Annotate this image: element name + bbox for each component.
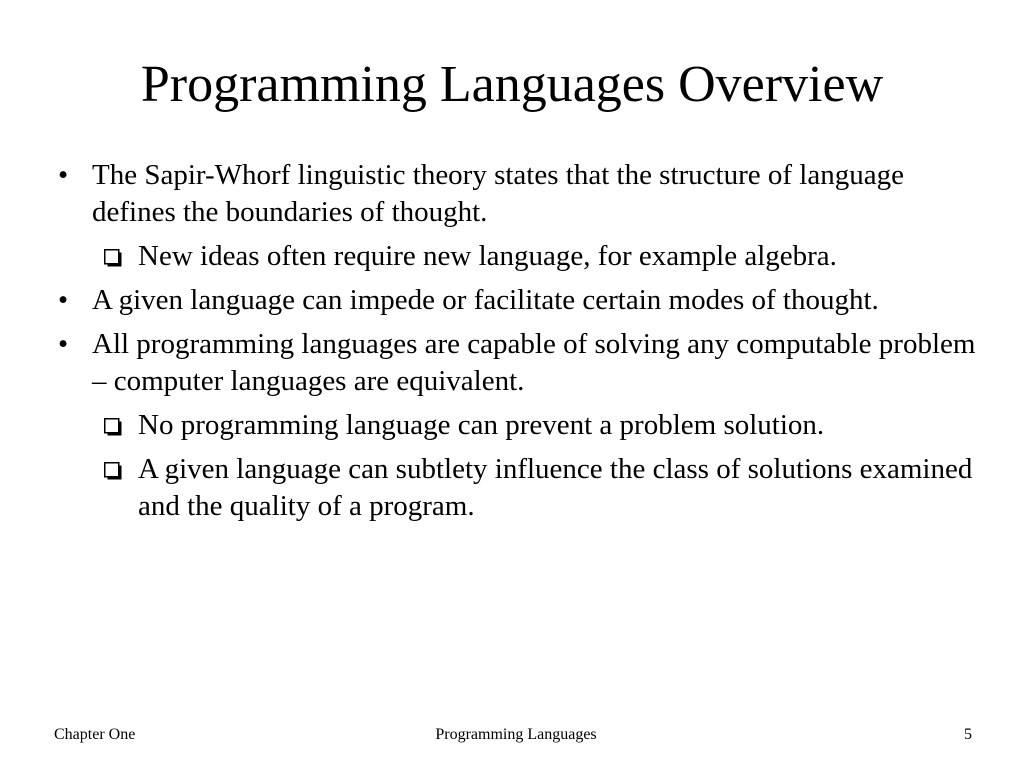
bullet-item xyxy=(58,157,978,231)
sub-bullet-text: New ideas often require new language, for example algebra. xyxy=(138,240,837,272)
bullet-item xyxy=(58,326,978,400)
slide-title: Programming Languages Overview xyxy=(140,56,884,113)
bullet-marker: • xyxy=(58,328,69,360)
bullet-text: All programming languages are capable of solving any computable problem – computer languages are equivalent. xyxy=(92,328,976,397)
bullet-item xyxy=(58,282,978,319)
slide-content xyxy=(58,157,978,532)
checkbox-square-icon xyxy=(104,249,122,267)
footer-title: Programming Languages xyxy=(435,726,597,743)
sub-bullet-item xyxy=(58,451,978,525)
footer-chapter: Chapter One xyxy=(54,726,136,743)
sub-bullet-text: No programming language can prevent a problem solution. xyxy=(138,409,825,441)
sub-bullet-item xyxy=(58,238,978,275)
bullet-marker: • xyxy=(58,159,69,191)
footer-page-number: 5 xyxy=(964,726,972,743)
sub-bullet-item xyxy=(58,407,978,444)
sub-bullet-text: A given language can subtlety influence the class of solutions examined and the quality of a program. xyxy=(138,453,973,522)
checkbox-square-icon xyxy=(104,462,122,480)
checkbox-square-icon xyxy=(104,418,122,436)
bullet-text: The Sapir-Whorf linguistic theory states that the structure of language defines the boundaries of thought. xyxy=(92,159,904,228)
bullet-marker: • xyxy=(58,284,69,316)
bullet-text: A given language can impede or facilitate certain modes of thought. xyxy=(92,284,879,316)
